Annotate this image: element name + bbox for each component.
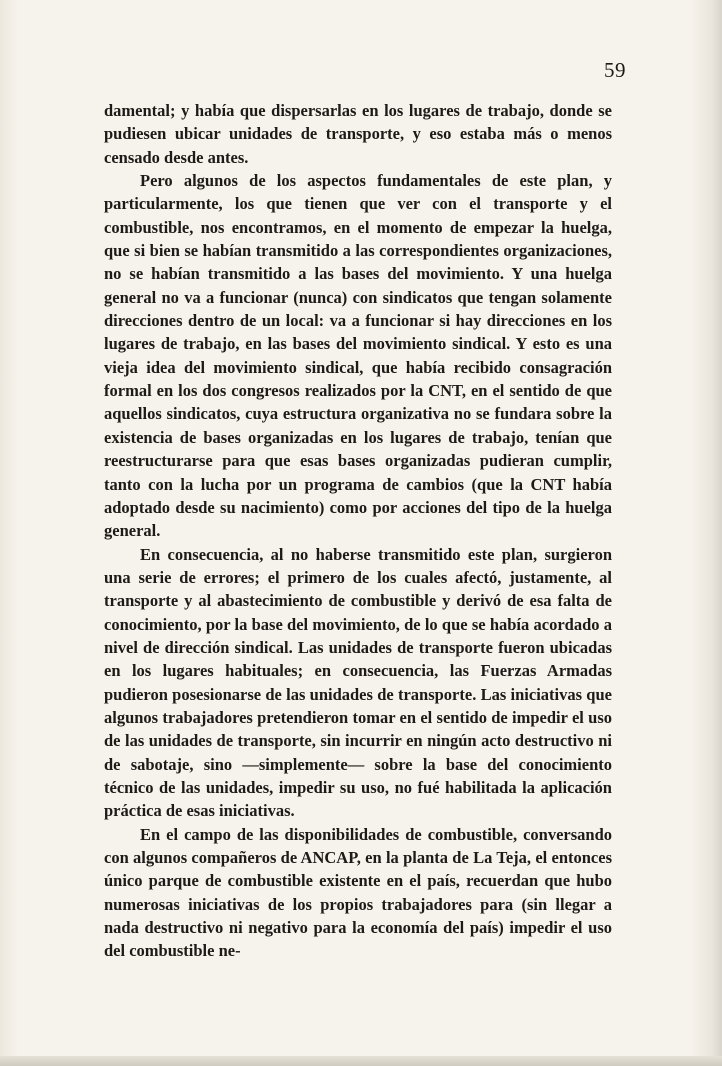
paragraph-4: En el campo de las disponibilidades de combustible, conversando con algunos compañeros de ANCAP, en la planta de La Teja, el entonces único parque de combustible existente en el país, recuerdan que hubo numerosas iniciativas de los propios trabajadores para (sin llegar a nada destructivo ni negativo para la economía del país) impedir el uso del combustible ne-: [104, 824, 612, 961]
page-bottom-edge: [0, 1056, 722, 1066]
paragraph-3: En consecuencia, al no haberse transmitido este plan, surgieron una serie de errores; el primero de los cuales afectó, justamente, al transporte y al abastecimiento de combustible y derivó de esa falta de conocimiento, por la base del movimiento, de lo que se había acordado a nivel de dirección sindical. Las unidades de transporte fueron ubicadas en los lugares habituales; en consecuencia, las Fuerzas Armadas pudieron posesionarse de las unidades de transporte. Las iniciativas que algunos trabajadores pretendieron tomar en el sentido de impedir el uso de las unidades de transporte, sin incurrir en ningún acto destructivo ni de sabotaje, sino —simplemente— sobre la base del conocimiento técnico de las unidades, impedir su uso, no fué habilitada la aplicación práctica de esas iniciativas.: [104, 544, 612, 821]
body-text: [104, 99, 612, 963]
paragraph-1: damental; y había que dispersarlas en los lugares de trabajo, donde se pudiesen ubicar unidades de transporte, y eso estaba más o menos censado desde antes.: [104, 101, 612, 167]
page-number: 59: [604, 58, 626, 82]
paragraph-2: Pero algunos de los aspectos fundamentales de este plan, y particularmente, los que tienen que ver con el transporte y el combustible, nos encontramos, en el momento de empezar la huelga, que si bien se habían transmitido a las correspondientes organizaciones, no se habían transmitido a las bases del movimiento. Y una huelga general no va a funcionar (nunca) con sindicatos que tengan solamente direcciones dentro de un local: va a funcionar si hay direcciones en los lugares de trabajo, en las bases del movimiento sindical. Y esto es una vieja idea del movimiento sindical, que había recibido consagración formal en los dos congresos realizados por la CNT, en el sentido de que aquellos sindicatos, cuya estructura organizativa no se fundara sobre la existencia de bases organizadas en los lugares de trabajo, tenían que reestructurarse para que esas bases organizadas pudieran cumplir, tanto con la lucha por un programa de cambios (que la CNT había adoptado desde su nacimiento) como por acciones del tipo de la huelga general.: [104, 171, 612, 541]
